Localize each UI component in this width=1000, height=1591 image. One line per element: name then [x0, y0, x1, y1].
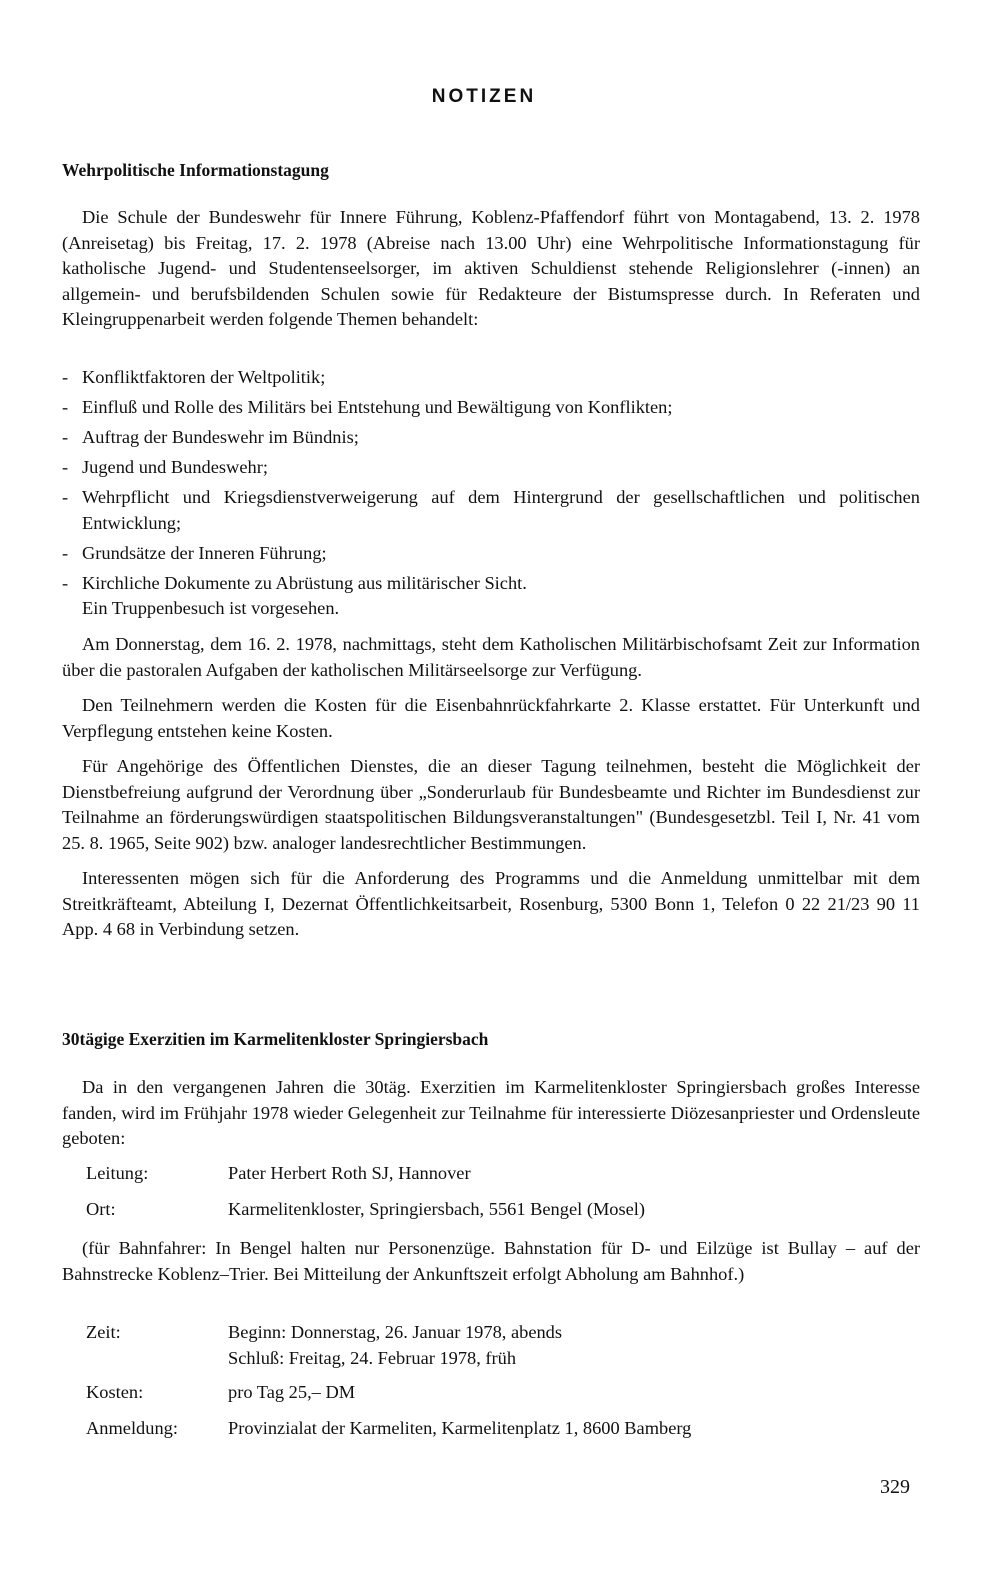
page-number: 329	[880, 1476, 910, 1498]
section-title-exerzitien: 30tägige Exerzitien im Karmelitenkloster Springiersbach	[62, 1029, 489, 1049]
detail-value-end: Schluß: Freitag, 24. Februar 1978, früh	[228, 1347, 517, 1368]
section2-intro	[62, 1075, 920, 1152]
topic-item: - Kirchliche Dokumente zu Abrüstung aus militärischer Sicht.	[62, 571, 920, 597]
list-dash: -	[62, 572, 69, 593]
section-title-informationstagung: Wehrpolitische Informationstagung	[62, 160, 329, 180]
list-dash: -	[62, 487, 69, 507]
topic-item: - Grundsätze der Inneren Führung;	[62, 541, 920, 567]
topic-list	[62, 365, 920, 601]
detail-value: Provinzialat der Karmeliten, Karmelitenplatz 1, 8600 Bamberg	[228, 1418, 692, 1438]
section1-body	[62, 632, 920, 943]
topic-item: - Jugend und Bundeswehr;	[62, 455, 920, 481]
list-dash: -	[62, 397, 69, 417]
detail-label: Kosten:	[86, 1382, 144, 1402]
list-dash: -	[62, 427, 69, 447]
travel-note-paragraph: (für Bahnfahrer: In Bengel halten nur Personenzüge. Bahnstation für D- und Eilzüge ist Bullay – auf der Bahnstrecke Koblenz–Trier. Bei Mitteilung der Ankunftszeit erfolgt Abholung am Bahnhof.)	[62, 1238, 920, 1284]
topic-item: - Einfluß und Rolle des Militärs bei Entstehung und Bewältigung von Konflikten;	[62, 395, 920, 421]
list-dash: -	[62, 367, 69, 387]
list-dash: -	[62, 457, 69, 477]
detail-label: Leitung:	[86, 1163, 149, 1183]
topic-item: - Auftrag der Bundeswehr im Bündnis;	[62, 425, 920, 451]
section1-intro-paragraph: Die Schule der Bundeswehr für Innere Führung, Koblenz-Pfaffendorf führt von Montagabend, 13. 2. 1978 (Anreisetag) bis Freitag, 17. 2. 1978 (Abreise nach 13.00 Uhr) eine Wehrpolitische Informationstagung für katholische Jugend- und Studentenseelsorger, im aktiven Schuldienst stehende Religionslehrer (-innen) an allgemein- und berufsbildenden Schulen sowie für Redakteure der Bistumspresse durch. In Referaten und Kleingruppenarbeit werden folgende Themen behandelt:	[62, 207, 920, 329]
body-paragraph: Interessenten mögen sich für die Anforderung des Programms und die Anmeldung unmittelbar mit dem Streitkräfteamt, Abteilung I, Dezernat Öffentlichkeitsarbeit, Rosenburg, 5300 Bonn 1, Telefon 0 22 21/23 90 11 App. 4 68 in Verbindung setzen.	[62, 868, 920, 939]
detail-value: pro Tag 25,– DM	[228, 1382, 356, 1402]
section1-intro	[62, 205, 920, 333]
detail-value: Karmelitenkloster, Springiersbach, 5561 Bengel (Mosel)	[228, 1199, 646, 1219]
list-dash: -	[62, 542, 69, 563]
travel-note	[62, 1236, 920, 1287]
detail-value: Pater Herbert Roth SJ, Hannover	[228, 1163, 471, 1183]
body-paragraph: Den Teilnehmern werden die Kosten für die Eisenbahnrückfahrkarte 2. Klasse erstattet. Für Unterkunft und Verpflegung entstehen keine Kosten.	[62, 695, 920, 741]
topic-item: - Konfliktfaktoren der Weltpolitik;	[62, 365, 920, 391]
detail-label: Zeit:	[86, 1322, 121, 1342]
topic-item: - Wehrpflicht und Kriegsdienstverweigerung auf dem Hintergrund der gesellschaftlichen und politischen Entwicklung;	[62, 487, 920, 533]
detail-label: Anmeldung:	[86, 1418, 178, 1438]
body-paragraph: Am Donnerstag, dem 16. 2. 1978, nachmittags, steht dem Katholischen Militärbischofsamt Zeit zur Information über die pastoralen Aufgaben der katholischen Militärseelsorge zur Verfügung.	[62, 634, 920, 680]
detail-value-begin: Beginn: Donnerstag, 26. Januar 1978, abends	[228, 1322, 563, 1342]
section2-intro-paragraph: Da in den vergangenen Jahren die 30täg. Exerzitien im Karmelitenkloster Springiersbach großes Interesse fanden, wird im Frühjahr 1978 wieder Gelegenheit zur Teilnahme für interessierte Diözesanpriester und Ordensleute geboten:	[62, 1077, 920, 1148]
troop-visit-note: Ein Truppenbesuch ist vorgesehen.	[82, 598, 340, 618]
page-heading: NOTIZEN	[431, 86, 537, 107]
body-paragraph: Für Angehörige des Öffentlichen Dienstes, die an dieser Tagung teilnehmen, besteht die Möglichkeit der Dienstbefreiung aufgrund der Verordnung über „Sonderurlaub für Bundesbeamte und Richter im Bundesdienst zur Teilnahme an förderungswürdigen staatspolitischen Bildungsveranstaltungen" (Bundesgesetzbl. Teil I, Nr. 41 vom 25. 8. 1965, Seite 902) bzw. analoger landesrechtlicher Bestimmungen.	[62, 756, 920, 853]
detail-label: Ort:	[86, 1199, 116, 1219]
detail-row-zeit	[86, 1320, 920, 1372]
